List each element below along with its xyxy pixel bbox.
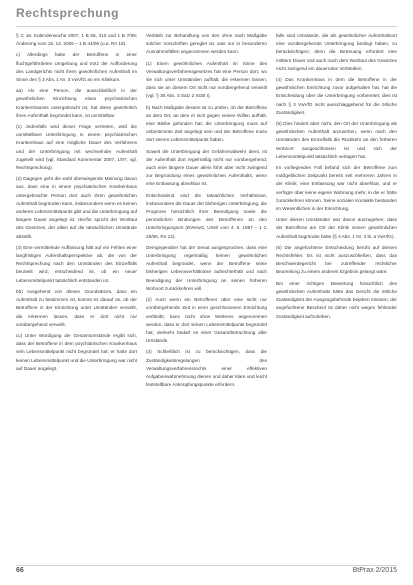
paragraph: b) Nach Maßgabe dessen ist zu prüfen, ob der Betroffene an dem Ort, an dem er sich gegen seinen Willen aufhält, eine Bleibe gefunden hat; die Unterbringung muss auf unbestimmte Zeit angelegt sein und der Betroffene muss dort seinen Lebensmittelpunkt haben.	[146, 104, 267, 143]
paragraph: aa) Als eine Person, die ausschließlich in der gewöhnlichen Einrichtung eines psychiatrischen Krankenhauses untergebracht ist, hat diese gewöhnlich ihren Aufenthalt begründet kann, ist unmittelbar.	[16, 88, 137, 118]
article-body	[16, 32, 397, 560]
header-divider	[16, 26, 397, 27]
paragraph: c) Allerdings hatte der Betroffene in einer fluchtgefährdeten Umgebung und trotz der Aufforderung des Landgerichts nicht ihren gewöhnlichen Aufenthalt im Sinne des § 3 Abs. 1 Nr. 3 VwVfG an ein Klinikum.	[16, 52, 137, 83]
paragraph: § 3; 16. Kalenderwoche 2007, 1 B 58, 310 und 1 B 7/99; Änderung vom 15. 12. 2006 – 1 B 44/06 (u.a. Rn 18).	[16, 33, 137, 47]
paragraph: (1) Jedenfalls wird dieser Frage vertreten, wird die unmittelbare Unterbringung in einem psychiatrischen Krankenhaus auf eine mögliche Dauer des Verfahrens und der Unterbringung mit wechselnder Aufenthalt zugeteilt wird (vgl. Standard Kommentar 2007, 1/97, vgl. Rechtsprechung).	[16, 124, 137, 171]
paragraph: (1) Einen gewöhnlichen Aufenthalt im Sinne des Verwaltungsverfahrensgesetzes hat eine Person dort, wo sie sich unter Umständen aufhält, die erkennen lassen, dass sie an diesem Ort nicht nur vorübergehend verweilt (vgl. § 30 Abs. 3 Satz 2 SGB I).	[146, 60, 267, 99]
paragraph: (2) Auch wenn ein Betroffener über eine nicht nur vorübergehende Zeit in einer geschlossenen Einrichtung verbleibt, kann nicht ohne Weiteres angenommen werden, dass er dort seinen Lebensmittelpunkt begründet hat; vielmehr bedarf es einer Gesamtbetrachtung aller Umstände.	[146, 297, 267, 344]
section-header: Rechtsprechung	[16, 6, 120, 20]
paragraph: Entscheidend sind die tatsächlichen Verhältnisse, insbesondere die Dauer der bisherigen Unterbringung, die Prognose hinsichtlich ihrer Beendigung sowie die persönlichen Bindungen des Betroffenen an den Unterbringungsort (BVerwG, Urteil vom 4. 6. 1997 – 1 C 25/96, Rn 12).	[146, 192, 267, 239]
text-column-3	[276, 32, 397, 560]
footer-divider	[16, 565, 397, 566]
paragraph: falls sind Umstände, die als gewöhnlicher Aufenthaltsort eine vorübergehende Unterbringung bedingt haben, zu berücksichtigen; denn die Betreuung erfordert eine mittlere Dauer und auch nach dem Wortlaut des Gesetzes nicht zwingend ein dauerndes Verbleiben.	[276, 33, 397, 71]
paragraph: (2) Dagegen geht die wohl überwiegende Meinung davon aus, dass eine in einem psychiatrischen Krankenhaus untergebrachte Person dort auch ihren gewöhnlichen Aufenthalt begründen kann, insbesondere wenn es keinen anderen Lebensmittelpunkt gibt und die Unterbringung auf längere Dauer angelegt ist. Hierfür spricht der Wortlaut des Gesetzes, der allein auf die tatsächlichen Umstände abstellt.	[16, 176, 137, 239]
paragraph: cc) Unter Würdigung der Gesamtumstände ergibt sich, dass der Betroffene in dem psychiatrischen Krankenhaus sein Lebensmittelpunkt nicht begründet hat; er hatte dort keinen Lebensmittelpunkt und die Unterbringung war nicht auf Dauer angelegt.	[16, 332, 137, 371]
journal-reference: BtPrax 2/2015	[352, 567, 397, 574]
paragraph: (5) Dies hindert aber nicht, den Ort der Unterbringung als gewöhnlichen Aufenthalt anzusehen, wenn nach den Umständen des Einzelfalls die Rückkehr an den früheren Wohnort ausgeschlossen ist und sich der Lebensmittelpunkt tatsächlich verlagert hat.	[276, 121, 397, 159]
paragraph: (4) Das Krankenhaus in dem die Betroffene in der gewöhnlichen Einrichtung zuvor aufgehalten hat, hat die Entscheidung über die Unterbringung vorbereitet; dies ist nach § 3 VwVfG nicht ausschlaggebend für die örtliche Zuständigkeit.	[276, 77, 397, 115]
paragraph: (3) Eine vermittelnde Auffassung hält auf ein Fehlen einer langfristigen Aufenthaltsperspektive ab, die von der Rechtsprechung nach den Umständen des Einzelfalls beurteilt wird; entscheidend ist, ob ein neuer Lebensmittelpunkt tatsächlich entstanden ist.	[16, 244, 137, 283]
paragraph: bb) Ausgehend von diesen Grundsätzen, dass ein Aufenthalt zu bestimmen ist, kommt es darauf an, ob der Betroffene in der Einrichtung unter Umständen verweilt, die erkennen lassen, dass er dort nicht nur vorübergehend verweilt.	[16, 288, 137, 327]
page-number: 66	[16, 567, 24, 574]
paragraph: Im vorliegenden Fall befand sich der Betroffene zum maßgeblichen Zeitpunkt bereits seit mehreren Jahren in der Klinik; eine Entlassung war nicht absehbar, und er verfügte über keine eigene Wohnung mehr, in die er hätte zurückkehren können. Seine sozialen Kontakte bestanden im Wesentlichen in der Einrichtung.	[276, 165, 397, 212]
paragraph: Verbleib zur Behandlung von den ohne nach Maßgabe solcher Vorschriften gereglet ist, was nur in besonderen Ausnahmefällen angenommen werden kann.	[146, 33, 267, 55]
paragraph: Demgegenüber hat der Senat ausgesprochen, dass eine Unterbringung regelmäßig keinen gewöhnlichen Aufenthalt begründet, wenn der Betroffene seine bisherigen Lebensverhältnisse aufrechterhält und nach Beendigung der Unterbringung an seinen früheren Wohnort zurückkehren will.	[146, 244, 267, 291]
paragraph: Soweit die Unterbringung der Gefahrenabwehr dient, ist der Aufenthalt dort regelmäßig nicht nur vorübergehend; auch eine längere Dauer allein führt aber nicht zwingend zur Begründung eines gewöhnlichen Aufenthalts, wenn eine Entlassung absehbar ist.	[146, 148, 267, 187]
paragraph: (3) Schließlich ist zu berücksichtigen, dass die Zuständigkeitsregelungen des Verwaltungsverfahrensrechts einer effektiven Aufgabenwahrnehmung dienen und daher klare und leicht feststellbare Anknüpfungspunkte erfordern.	[146, 349, 267, 388]
paragraph: Unter diesen Umständen war davon auszugehen, dass der Betroffene am Ort der Klinik seinen gewöhnlichen Aufenthalt begründet hatte (§ 3 Abs. 1 Nr. 3 lit. a VwVfG).	[276, 217, 397, 239]
paragraph: Bei einer richtigen Bewertung hinsichtlich des gewöhnlichen Aufenthalts hätte das Gericht die örtliche Zuständigkeit der Ausgangsbehörde bejahen müssen; der angefochtene Bescheid ist daher nicht wegen fehlender Zuständigkeit aufzuheben.	[276, 280, 397, 319]
text-column-2	[146, 32, 267, 560]
text-column-1	[16, 32, 137, 560]
paragraph: (6) Die angefochtene Entscheidung beruht auf diesem Rechtsfehler. Es ist nicht auszuschließen, dass das Beschwerdegericht bei zutreffender rechtlicher Beurteilung zu einem anderen Ergebnis gelangt wäre.	[276, 244, 397, 275]
